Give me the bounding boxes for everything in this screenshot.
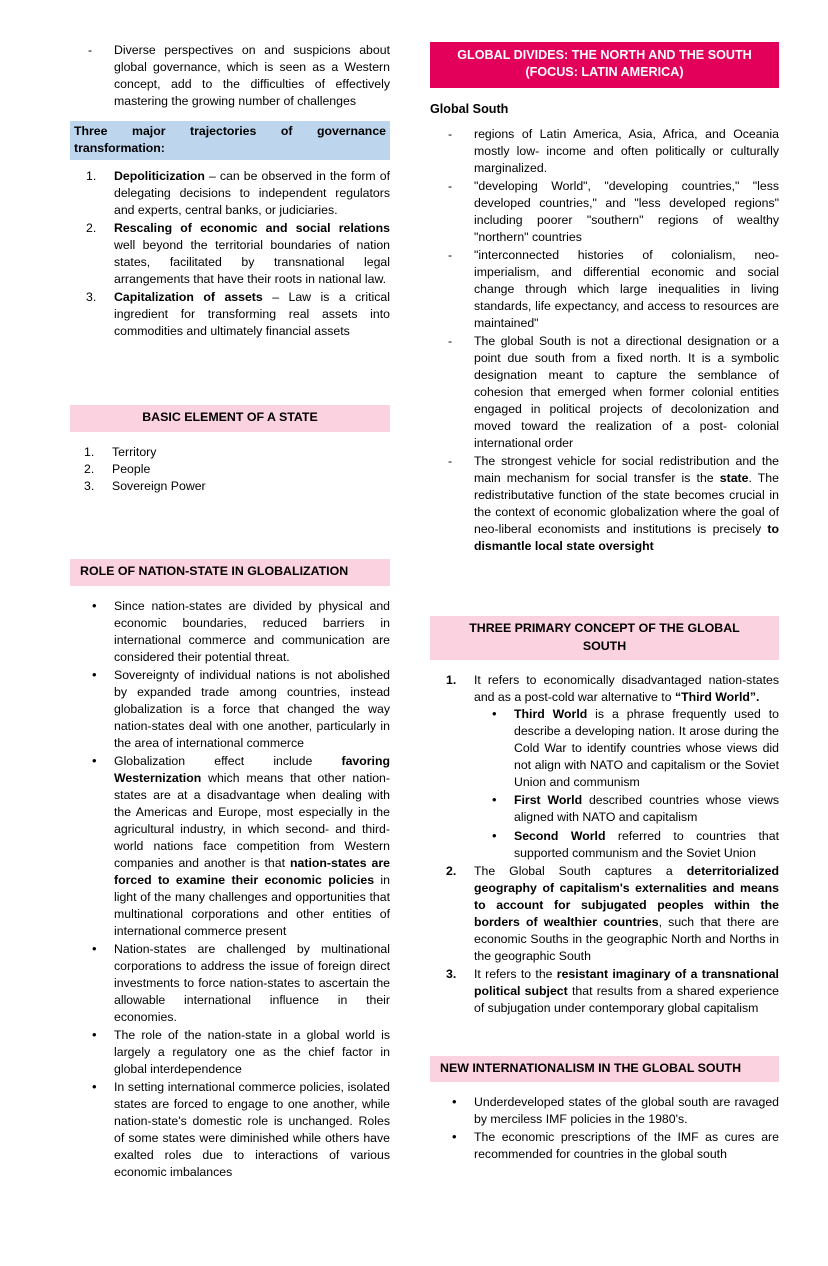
body-text: It refers to economically disadvantaged nation-states and as a post-cold war alternative to bbox=[474, 673, 779, 705]
body-text: , such that there are economic Souths in the geographic North and Norths in the geographic South bbox=[474, 914, 779, 963]
list-marker: 1. bbox=[84, 444, 95, 459]
body-text: People bbox=[112, 461, 151, 476]
bold-text: “Third World”. bbox=[674, 690, 760, 705]
list-item bbox=[70, 941, 390, 1026]
body-text: – Law is a critical ingredient for transforming real assets into commodities and ultimately financial assets bbox=[114, 290, 390, 339]
body-text: "developing World", "developing countries," "less developed countries," and "less developed regions" including poorer "southern" regions of wealthy "northern" countries bbox=[474, 178, 779, 244]
body-text: regions of Latin America, Asia, Africa, and Oceania mostly low- income and often politically or culturally marginalized. bbox=[474, 126, 779, 175]
body-text: which means that other nation-states are at a disadvantage when dealing with the Americas and Europe, most especially in the agricultural industry, in which second- and third-world nations face competition from Western companies and another is that bbox=[114, 770, 390, 870]
bold-text: Third World bbox=[514, 707, 588, 722]
new-internationalism-list bbox=[430, 1094, 779, 1163]
list-item bbox=[70, 1027, 390, 1078]
bold-text: resistant imaginary of a transnational political subject bbox=[474, 966, 779, 998]
list-item bbox=[70, 598, 390, 666]
trajectories-list bbox=[70, 168, 390, 340]
list-item bbox=[430, 1094, 779, 1128]
list-item bbox=[70, 168, 390, 219]
body-text: The economic prescriptions of the IMF as cures are recommended for countries in the global south bbox=[474, 1130, 779, 1162]
body-text: well beyond the territorial boundaries of nation states, facilitated by transnational legal arrangements that have their roots in national law. bbox=[114, 238, 390, 287]
bold-text: state bbox=[719, 471, 749, 486]
intro-dash-list bbox=[70, 42, 390, 110]
list-marker: 1. bbox=[86, 169, 97, 184]
role-banner: ROLE OF NATION-STATE IN GLOBALIZATION bbox=[70, 559, 390, 586]
body-text: The strongest vehicle for social redistribution and the main mechanism for social transfer is the bbox=[474, 454, 779, 486]
bold-text: Second World bbox=[514, 828, 606, 843]
bold-text: Capitalization of assets bbox=[114, 290, 263, 305]
list-item bbox=[70, 753, 390, 940]
body-text: The Global South captures a bbox=[474, 863, 687, 878]
list-marker: 2. bbox=[86, 221, 97, 236]
body-text: Sovereignty of individual nations is not abolished by expanded trade among countries, instead globalization is a force that changed the way nation-states deal with one another, particularly in the area of international commerce bbox=[114, 667, 390, 750]
bold-text: favoring Westernization bbox=[114, 753, 390, 785]
list-item bbox=[70, 220, 390, 288]
list-marker: 3. bbox=[446, 966, 457, 981]
list-item bbox=[70, 289, 390, 340]
main-title-line-2: (FOCUS: LATIN AMERICA) bbox=[525, 65, 684, 80]
body-text: – can be observed in the form of delegating decisions to independent regulators and experts, central banks, or judiciaries. bbox=[114, 169, 390, 218]
list-marker: 2. bbox=[84, 461, 95, 476]
bold-text: to dismantle local state oversight bbox=[474, 522, 779, 554]
sub-list-item bbox=[474, 792, 779, 826]
body-text: is a phrase frequently used to describe a developing nation. It arose during the Cold War to identify countries whose views did not align with NATO and capitalism or the Soviet Union and communism bbox=[514, 707, 779, 790]
list-item bbox=[430, 966, 779, 1017]
list-item bbox=[70, 478, 390, 495]
list-marker: 3. bbox=[84, 478, 95, 493]
bold-text: Depoliticization bbox=[114, 169, 205, 184]
body-text: Underdeveloped states of the global south are ravaged by merciless IMF policies in the 1980's. bbox=[474, 1095, 779, 1127]
bold-text: deterritorialized geography of capitalism's externalities and means to account for subjugated peoples within the borders of wealthier countries bbox=[474, 863, 779, 929]
body-text: described countries whose views aligned with NATO and capitalism bbox=[514, 793, 779, 825]
list-marker: 3. bbox=[86, 290, 97, 305]
body-text: "interconnected histories of colonialism, neo-imperialism, and differential economic and social change through which large inequalities in living standards, life expectancy, and access to resources are maintained" bbox=[474, 247, 779, 330]
list-item bbox=[430, 126, 779, 177]
three-concepts-list bbox=[430, 672, 779, 1016]
two-column-layout bbox=[70, 42, 783, 1182]
bold-text: First World bbox=[514, 793, 583, 808]
basic-elements-list bbox=[70, 444, 390, 495]
body-text: In setting international commerce policies, isolated states are forced to engage to one another, while nation-state's domestic role is unchanged. Roles of some states were diminished while others have exalted roles due to interactions of various economic imbalances bbox=[114, 1079, 390, 1180]
list-item bbox=[70, 1079, 390, 1181]
role-bullets-list bbox=[70, 598, 390, 1182]
sub-list-item bbox=[474, 828, 779, 862]
body-text: Territory bbox=[112, 444, 157, 459]
global-south-list bbox=[430, 126, 779, 555]
body-text: . The redistributative function of the state becomes crucial in the context of economic globalization where the goal of neo-liberal economists and institutions is precisely bbox=[474, 471, 779, 537]
main-title-line-1: GLOBAL DIVIDES: THE NORTH AND THE SOUTH bbox=[457, 48, 752, 62]
list-item bbox=[430, 1129, 779, 1163]
list-item bbox=[70, 444, 390, 461]
list-marker: 1. bbox=[446, 673, 457, 688]
list-item bbox=[70, 461, 390, 478]
basic-element-banner: BASIC ELEMENT OF A STATE bbox=[70, 405, 390, 432]
list-item bbox=[430, 453, 779, 555]
list-item bbox=[430, 247, 779, 332]
list-item bbox=[430, 863, 779, 965]
list-item bbox=[70, 667, 390, 752]
body-text: Globalization effect include bbox=[114, 753, 342, 768]
sub-list bbox=[474, 706, 779, 861]
left-column bbox=[70, 42, 390, 1182]
body-text: in light of the many challenges and opportunities that multinational corporations and other entities of international commerce present bbox=[114, 872, 390, 938]
body-text: It refers to the bbox=[474, 966, 557, 981]
list-item: - Diverse perspectives on and suspicions about global governance, which is seen as a Western concept, add to the difficulties of effectively mastering the growing number of challenges bbox=[70, 42, 390, 110]
bold-text: Rescaling of economic and social relations bbox=[114, 221, 390, 236]
three-concepts-line-2: SOUTH bbox=[582, 638, 627, 653]
list-item bbox=[430, 333, 779, 452]
body-text: that results from a shared experience of subjugation under contemporary global capitalism bbox=[474, 983, 780, 1015]
body-text: referred to countries that supported communism and the Soviet Union bbox=[514, 828, 779, 860]
three-concepts-line-1: THREE PRIMARY CONCEPT OF THE GLOBAL bbox=[469, 621, 740, 636]
body-text: Nation-states are challenged by multinational corporations to address the issue of foreign direct investments to force nation-states to ascertain the allowable international influence in their economies. bbox=[114, 941, 390, 1024]
main-title-banner bbox=[430, 42, 779, 88]
trajectories-banner: Three major trajectories of governance transformation: bbox=[70, 121, 390, 160]
body-text: Sovereign Power bbox=[112, 478, 206, 493]
body-text: The global South is not a directional designation or a point due south from a fixed north. It is a symbolic designation meant to capture the semblance of cohesion that emerged when former colonial entities engaged in political projects of decolonization and moved toward the realization of a post- colonial international order bbox=[474, 333, 779, 451]
body-text: The role of the nation-state in a global world is largely a regulatory one as the chief factor in global interdependence bbox=[114, 1027, 390, 1076]
new-internationalism-banner: NEW INTERNATIONALISM IN THE GLOBAL SOUTH bbox=[430, 1056, 779, 1083]
sub-list-item bbox=[474, 706, 779, 791]
body-text: Since nation-states are divided by physical and economic boundaries, reduced barriers in international commerce and communication are considered their potential threat. bbox=[114, 598, 390, 664]
list-marker: 2. bbox=[446, 863, 457, 878]
global-south-heading: Global South bbox=[430, 101, 509, 116]
list-item bbox=[430, 672, 779, 861]
list-item bbox=[430, 178, 779, 246]
right-column bbox=[430, 42, 779, 1164]
bold-text: nation-states are forced to examine their economic policies bbox=[114, 855, 390, 887]
three-concepts-banner bbox=[430, 616, 779, 660]
